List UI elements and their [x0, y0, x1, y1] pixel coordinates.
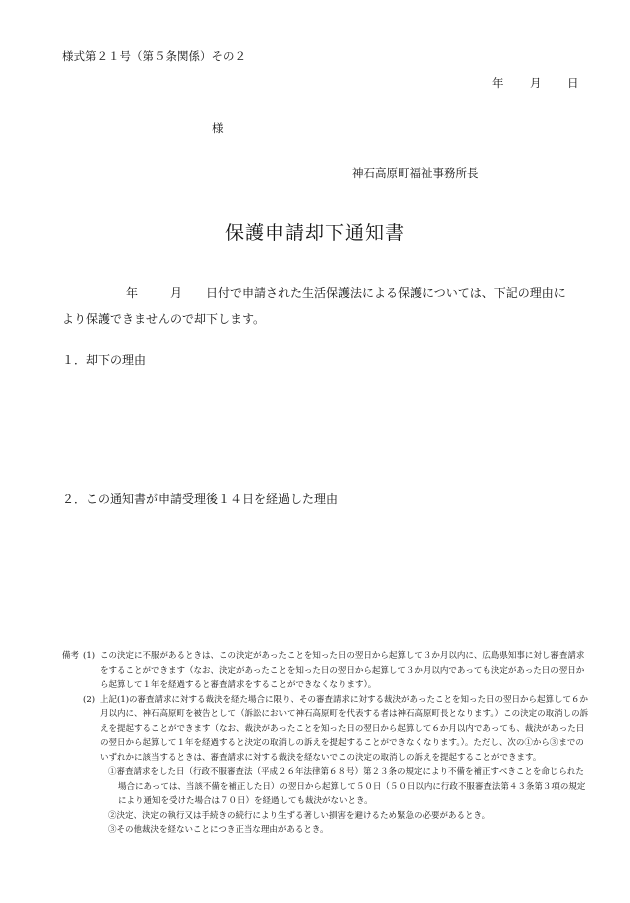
body-text-1: 日付で申請された生活保護法による保護については、下記の理由に — [206, 286, 566, 300]
date-month-label: 月 — [530, 76, 542, 90]
note-2-number: (2) — [83, 694, 96, 705]
addressee-suffix: 様 — [212, 121, 224, 135]
body-month-label: 月 — [170, 286, 183, 300]
sender-name: 神石高原町福祉事務所長 — [352, 166, 479, 180]
body-paragraph — [62, 280, 582, 332]
note-1-text: この決定に不服があるときは、この決定があったことを知った日の翌日から起算して３か月以内に、広島県知事に対し審査請求をすることができます（なお、決定があったことを知った日の翌日から起算して３か月以内であっても決定があった日の翌日から起算して１年を経過すると審査請求をすることができなくなります）。 — [100, 651, 585, 690]
document-title: 保護申請却下通知書 — [224, 222, 405, 244]
date-year-label: 年 — [492, 76, 504, 90]
form-number: 様式第２１号（第５条関係）その２ — [62, 49, 246, 63]
note-2-sub-2: ②決定、決定の執行又は手続きの続行により生ずる著しい損害を避けるため緊急の必要があるとき。 — [108, 810, 491, 821]
note-1 — [62, 649, 592, 693]
body-year-label: 年 — [126, 286, 139, 300]
body-line-2: より保護できませんので却下します。 — [62, 312, 266, 326]
note-2 — [62, 693, 592, 766]
note-2-sub-3: ③その他裁決を経ないことにつき正当な理由があるとき。 — [108, 825, 329, 835]
note-2-text: 上記(1)の審査請求に対する裁決を経た場合に限り、その審査請求に対する裁決があったことを知った日の翌日から起算して６か月以内に、神石高原町を被告として（訴訟において神石高原町を代表する者は神石高原町長となります。）この決定の取消しの訴えを提起することができます（なお、裁決があったことを知った日の翌日から起算して６か月以内であっても、裁決があった日の翌日から起算して１年を経過すると決定の取消しの訴えを提起することができなくなります。）。ただし、次の①から③までのいずれかに該当するときは、審査請求に対する裁決を経ないでこの決定の取消しの訴えを提起することができます。 — [100, 694, 589, 763]
note-2-sub-1: ①審査請求をした日（行政不服審査法（平成２６年法律第６８号）第２３条の規定により不備を補正すべきことを命じられた場合にあっては、当該不備を補正した日）の翌日から起算して５０日（５０日以内に行政不服審査法第４３条第３項の規定により通知を受けた場合は７０日）を経過しても裁決がないとき。 — [108, 767, 586, 806]
notes-label: 備考 — [62, 651, 80, 661]
section-reason-heading: １．却下の理由 — [62, 353, 147, 367]
date-day-label: 日 — [567, 76, 579, 90]
note-1-number: (1) — [83, 651, 96, 661]
body-line-1 — [62, 280, 582, 306]
section-delay-heading: ２．この通知書が申請受理後１４日を経過した理由 — [62, 492, 339, 506]
notes-block — [62, 649, 592, 838]
